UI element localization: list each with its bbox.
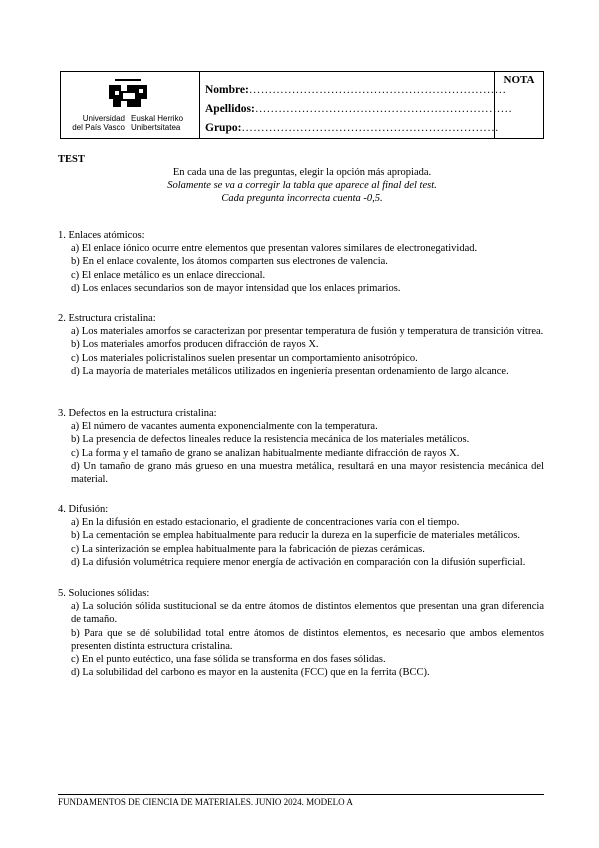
option-d[interactable]: d) Los enlaces secundarios son de mayor intensidad que los enlaces primarios.	[71, 282, 401, 294]
instruction-1: En cada una de las preguntas, elegir la opción más apropiada.	[172, 167, 432, 178]
option-a[interactable]: a) Los materiales amorfos se caracterizan por presentar temperatura de fusión y temperatura de transición vítrea.	[71, 326, 544, 338]
footer-divider	[58, 794, 544, 795]
option-d[interactable]: d) La solubilidad del carbono es mayor en la austenita (FCC) que en la ferrita (BCC).	[71, 667, 430, 679]
grupo-field[interactable]	[205, 122, 499, 134]
option-b[interactable]: b) En el enlace covalente, los átomos comparten sus electrones de valencia.	[71, 256, 388, 268]
student-fields-cell	[200, 72, 513, 138]
logo-cell	[61, 72, 200, 138]
test-title: TEST	[58, 154, 85, 165]
option-c[interactable]: c) La sinterización se emplea habitualmente para la fabricación de piezas cerámicas.	[71, 543, 425, 555]
university-logo-icon	[105, 79, 151, 113]
option-a[interactable]: a) La solución sólida sustitucional se da entre átomos de distintos elementos que presentan una gran diferencia de tamaño.	[71, 601, 544, 626]
nombre-dots: …………………………………………………………	[248, 84, 507, 96]
option-b[interactable]: b) Para que se dé solubilidad total entre átomos de distintos elementos, es necesario que ambos elementos presenten distinta estructura cristalina.	[71, 627, 544, 652]
nombre-label: Nombre:	[205, 84, 249, 96]
question-4	[58, 503, 544, 569]
question-title: 2. Estructura cristalina:	[58, 313, 156, 324]
option-a[interactable]: a) El número de vacantes aumenta exponencialmente con la temperatura.	[71, 421, 378, 433]
option-c[interactable]: c) El enlace metálico es un enlace direccional.	[71, 269, 266, 281]
apellidos-field[interactable]	[205, 103, 512, 115]
question-title: 1. Enlaces atómicos:	[58, 230, 145, 241]
logo-text-basque: Euskal Herriko Unibertsitatea	[131, 114, 184, 132]
option-c[interactable]: c) Los materiales policristalinos suelen presentar un comportamiento anisotrópico.	[71, 352, 418, 364]
question-title: 4. Difusión:	[58, 504, 109, 515]
question-1	[58, 229, 544, 295]
option-b[interactable]: b) La presencia de defectos lineales reduce la resistencia mecánica de los materiales metálicos.	[71, 434, 470, 446]
option-b[interactable]: b) La cementación se emplea habitualmente para reducir la dureza en la superficie de materiales metálicos.	[71, 530, 520, 542]
option-d[interactable]: d) La mayoría de materiales metálicos utilizados en ingeniería presentan ordenamiento de largo alcance.	[71, 365, 509, 377]
question-5	[58, 587, 544, 679]
instruction-3: Cada pregunta incorrecta cuenta -0,5.	[221, 193, 383, 204]
footer-text: FUNDAMENTOS DE CIENCIA DE MATERIALES. JUNIO 2024. MODELO A	[58, 797, 353, 807]
nota-cell	[495, 72, 543, 138]
nombre-field[interactable]	[205, 84, 506, 96]
option-b[interactable]: b) Los materiales amorfos producen difracción de rayos X.	[71, 339, 319, 351]
option-c[interactable]: c) La forma y el tamaño de grano se analizan habitualmente mediante difracción de rayos X.	[71, 447, 460, 459]
header-table	[60, 71, 544, 139]
instruction-2: Solamente se va a corregir la tabla que aparece al final del test.	[167, 180, 437, 191]
grupo-dots: …………………………………………………………	[241, 122, 499, 134]
question-3	[58, 407, 544, 486]
question-title: 3. Defectos en la estructura cristalina:	[58, 408, 217, 419]
question-title: 5. Soluciones sólidas:	[58, 588, 150, 599]
option-a[interactable]: a) El enlace iónico ocurre entre elementos que presentan valores similares de electronegatividad.	[71, 243, 478, 255]
apellidos-label: Apellidos:	[205, 103, 255, 115]
apellidos-dots: …………………………………………………………	[254, 103, 513, 115]
logo-text-spanish: Universidad del País Vasco	[72, 114, 125, 132]
option-d[interactable]: d) Un tamaño de grano más grueso en una muestra metálica, resultará en una mayor resistencia mecánica del material.	[71, 460, 544, 486]
option-d[interactable]: d) La difusión volumétrica requiere menor energía de activación en comparación con la difusión superficial.	[71, 556, 526, 568]
option-c[interactable]: c) En el punto eutéctico, una fase sólida se transforma en dos fases sólidas.	[71, 654, 386, 666]
question-2	[58, 312, 544, 378]
grupo-label: Grupo:	[205, 122, 242, 134]
nota-label: NOTA	[503, 74, 535, 86]
option-a[interactable]: a) En la difusión en estado estacionario, el gradiente de concentraciones varía con el tiempo.	[71, 517, 460, 529]
